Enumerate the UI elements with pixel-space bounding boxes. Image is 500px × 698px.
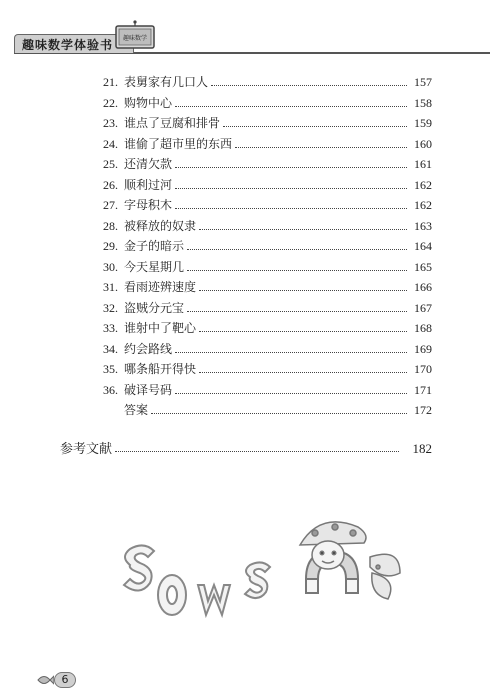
toc-entry-title: 破译号码 xyxy=(124,382,173,397)
toc-entry-number: 28. xyxy=(103,218,118,233)
toc-entry[interactable] xyxy=(92,113,432,131)
toc-entry[interactable] xyxy=(92,400,432,418)
book-title: 趣味数学体验书 xyxy=(22,38,114,52)
toc-entry-page: 169 xyxy=(414,341,432,356)
toc-entry-page: 164 xyxy=(414,239,432,253)
toc-entry-number: 26. xyxy=(103,177,118,192)
toc-entry-page: 168 xyxy=(414,321,432,335)
toc-entry-page: 166 xyxy=(414,280,432,294)
toc-entry-number: 36. xyxy=(103,382,118,397)
toc-leader-dots xyxy=(175,352,407,353)
toc-entry-page: 160 xyxy=(414,136,432,151)
toc-leader-dots xyxy=(199,290,407,291)
toc-entry-page: 165 xyxy=(414,259,432,274)
fish-icon xyxy=(36,673,54,687)
toc-entry[interactable] xyxy=(92,154,432,172)
toc-entry-title: 今天星期几 xyxy=(124,259,185,274)
toc-entry-title: 约会路线 xyxy=(124,341,173,356)
page-number-badge xyxy=(36,672,82,688)
toc-leader-dots xyxy=(175,393,407,394)
toc-entry[interactable] xyxy=(92,339,432,357)
toc-references-entry[interactable] xyxy=(60,437,432,457)
toc-entry[interactable] xyxy=(92,72,432,90)
toc-leader-dots xyxy=(235,147,407,148)
toc-leader-dots xyxy=(199,372,407,373)
toc-leader-dots xyxy=(187,311,407,312)
page-header xyxy=(0,0,500,56)
toc-entry[interactable] xyxy=(92,277,432,295)
toc-entry-title: 答案 xyxy=(124,403,149,417)
toc-entry-number: 32. xyxy=(103,300,118,315)
toc-entry-number: 24. xyxy=(103,136,118,151)
toc-leader-dots xyxy=(175,208,407,209)
toc-leader-dots xyxy=(199,331,407,332)
toc-leader-dots xyxy=(175,167,407,168)
toc-entry-page: 157 xyxy=(414,75,432,89)
toc-entry-title: 谁偷了超市里的东西 xyxy=(124,136,233,151)
toc-entry[interactable] xyxy=(92,318,432,336)
toc-entry-number: 25. xyxy=(103,157,118,171)
toc-entry-title: 盗贼分元宝 xyxy=(124,300,185,315)
toc-entry[interactable] xyxy=(92,93,432,111)
toc-entry-title: 参考文献 xyxy=(60,442,113,457)
toc-entry-page: 163 xyxy=(414,218,432,233)
badge-text: 趣味数学 xyxy=(122,35,148,42)
toc-entry-number: 33. xyxy=(103,321,118,335)
toc-entry-title: 顺利过河 xyxy=(124,177,173,192)
toc-entry-number: 30. xyxy=(103,259,118,274)
toc-leader-dots xyxy=(175,106,407,107)
toc-entry-title: 字母积木 xyxy=(124,198,173,212)
toc-entry-page: 162 xyxy=(414,198,432,212)
toc-entry-page: 158 xyxy=(414,95,432,110)
cartoon-illustration xyxy=(110,515,410,635)
toc-entry-title: 谁点了豆腐和排骨 xyxy=(124,116,221,130)
toc-entry[interactable] xyxy=(92,236,432,254)
toc-entry-number: 23. xyxy=(103,116,118,130)
toc-entry-title: 表舅家有几口人 xyxy=(124,75,209,89)
toc-entry-page: 182 xyxy=(412,441,432,456)
toc-entry[interactable] xyxy=(92,380,432,398)
toc-entry-page: 162 xyxy=(414,177,432,192)
toc-entry[interactable] xyxy=(92,359,432,377)
toc-entry-title: 哪条船开得快 xyxy=(124,362,197,376)
toc-leader-dots xyxy=(223,126,407,127)
toc-entry[interactable] xyxy=(92,175,432,193)
blackboard-badge-icon xyxy=(114,20,156,50)
toc-entry[interactable] xyxy=(92,134,432,152)
toc-entry-page: 172 xyxy=(414,403,432,417)
toc-entry-title: 金子的暗示 xyxy=(124,239,185,253)
page-number: 6 xyxy=(54,672,76,688)
toc-entry-page: 170 xyxy=(414,362,432,376)
toc-leader-dots xyxy=(151,413,407,414)
toc-leader-dots xyxy=(187,270,407,271)
toc-leader-dots xyxy=(199,229,407,230)
toc-entry-title: 还清欠款 xyxy=(124,157,173,171)
toc-entry-title: 购物中心 xyxy=(124,95,173,110)
toc-leader-dots xyxy=(175,188,407,189)
toc-entry-title: 看雨迹辨速度 xyxy=(124,280,197,294)
toc-leader-dots xyxy=(211,85,407,86)
toc-entry-number: 35. xyxy=(103,362,118,376)
toc-entry-number: 31. xyxy=(103,280,118,294)
toc-entry-page: 159 xyxy=(414,116,432,130)
toc-entry-title: 被释放的奴隶 xyxy=(124,218,197,233)
toc-entry-number: 22. xyxy=(103,95,118,110)
toc-entry[interactable] xyxy=(92,216,432,234)
toc-entry[interactable] xyxy=(92,195,432,213)
toc-entry-page: 171 xyxy=(414,382,432,397)
toc-entry-title: 谁射中了靶心 xyxy=(124,321,197,335)
bubble-letters-icon xyxy=(124,545,270,615)
toc-entry-page: 161 xyxy=(414,157,432,171)
toc-entry[interactable] xyxy=(92,257,432,275)
toc-leader-dots xyxy=(187,249,407,250)
toc-leader-dots xyxy=(115,451,399,452)
toc-entry-number: 34. xyxy=(103,341,118,356)
toc-entry-number: 27. xyxy=(103,198,118,212)
toc-entry-page: 167 xyxy=(414,300,432,315)
toc-entry-number: 29. xyxy=(103,239,118,253)
toc-entry[interactable] xyxy=(92,298,432,316)
toc-entry-number: 21. xyxy=(103,75,118,89)
